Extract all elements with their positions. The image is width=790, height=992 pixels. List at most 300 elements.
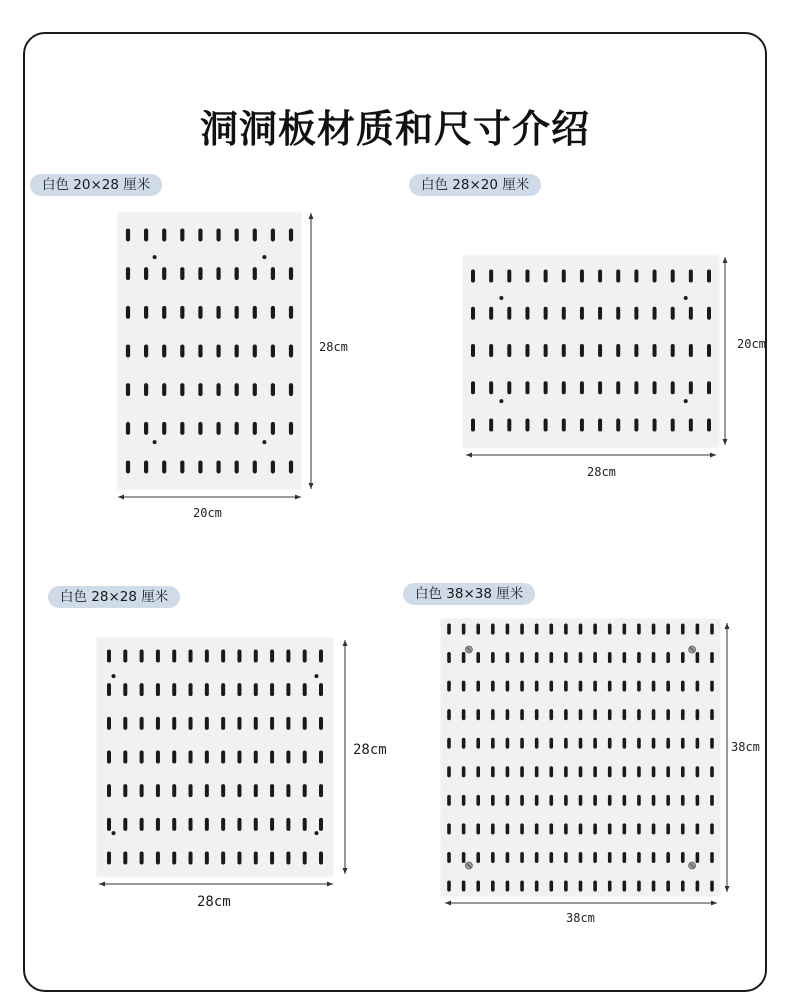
slot-hole xyxy=(140,683,144,696)
slot-hole xyxy=(237,650,241,663)
slot-hole xyxy=(507,270,511,283)
slot-hole xyxy=(447,823,451,834)
size-label-38x38: 白色 38×38 厘米 xyxy=(403,583,535,605)
slot-hole xyxy=(666,823,670,834)
slot-hole xyxy=(671,270,675,283)
slot-hole xyxy=(180,306,184,319)
slot-hole xyxy=(666,738,670,749)
mounting-hole xyxy=(684,296,688,300)
slot-hole xyxy=(270,751,274,764)
slot-hole xyxy=(608,681,612,692)
slot-hole xyxy=(652,852,656,863)
slot-hole xyxy=(696,852,700,863)
slot-hole xyxy=(237,717,241,730)
slot-hole xyxy=(123,784,127,797)
slot-hole xyxy=(254,717,258,730)
slot-hole xyxy=(107,683,111,696)
slot-hole xyxy=(579,881,583,892)
slot-hole xyxy=(579,852,583,863)
slot-hole xyxy=(123,717,127,730)
slot-hole xyxy=(564,709,568,720)
slot-hole xyxy=(580,307,584,320)
slot-hole xyxy=(652,709,656,720)
slot-hole xyxy=(491,709,495,720)
slot-hole xyxy=(162,422,166,435)
slot-hole xyxy=(681,852,685,863)
slot-hole xyxy=(535,652,539,663)
slot-hole xyxy=(637,823,641,834)
slot-hole xyxy=(666,852,670,863)
slot-hole xyxy=(544,307,548,320)
slot-hole xyxy=(216,306,220,319)
slot-hole xyxy=(156,650,160,663)
slot-hole xyxy=(710,766,714,777)
slot-hole xyxy=(666,766,670,777)
mounting-hole xyxy=(499,399,503,403)
slot-hole xyxy=(126,267,130,280)
slot-hole xyxy=(580,419,584,432)
pegboard-38x38 xyxy=(441,619,720,896)
slot-hole xyxy=(237,852,241,865)
slot-hole xyxy=(525,419,529,432)
slot-hole xyxy=(180,229,184,242)
slot-hole xyxy=(198,461,202,474)
slot-hole xyxy=(623,795,627,806)
slot-hole xyxy=(623,681,627,692)
slot-hole xyxy=(156,717,160,730)
slot-hole xyxy=(447,795,451,806)
pegboard-28x20 xyxy=(463,256,719,447)
slot-hole xyxy=(303,650,307,663)
slot-hole xyxy=(666,624,670,635)
slot-hole xyxy=(216,383,220,396)
slot-hole xyxy=(616,270,620,283)
slot-hole xyxy=(162,383,166,396)
slot-hole xyxy=(507,344,511,357)
slot-hole xyxy=(623,624,627,635)
slot-hole xyxy=(303,784,307,797)
slot-hole xyxy=(156,852,160,865)
slot-hole xyxy=(254,852,258,865)
slot-hole xyxy=(198,422,202,435)
slot-hole xyxy=(696,681,700,692)
slot-hole xyxy=(462,852,466,863)
slot-hole xyxy=(549,681,553,692)
slot-hole xyxy=(634,381,638,394)
slot-hole xyxy=(462,709,466,720)
slot-hole xyxy=(447,766,451,777)
slot-hole xyxy=(319,818,323,831)
slot-hole xyxy=(696,881,700,892)
slot-hole xyxy=(189,751,193,764)
slot-hole xyxy=(689,419,693,432)
slot-grid xyxy=(118,213,301,489)
slot-hole xyxy=(462,795,466,806)
slot-hole xyxy=(652,738,656,749)
slot-hole xyxy=(652,795,656,806)
slot-hole xyxy=(172,852,176,865)
slot-hole xyxy=(491,881,495,892)
slot-hole xyxy=(319,751,323,764)
slot-hole xyxy=(270,683,274,696)
slot-hole xyxy=(289,267,293,280)
slot-hole xyxy=(598,270,602,283)
slot-hole xyxy=(254,818,258,831)
slot-hole xyxy=(637,681,641,692)
slot-hole xyxy=(253,345,257,358)
slot-hole xyxy=(126,345,130,358)
slot-hole xyxy=(707,270,711,283)
slot-hole xyxy=(271,345,275,358)
slot-hole xyxy=(489,270,493,283)
slot-hole xyxy=(476,823,480,834)
mounting-hole xyxy=(499,296,503,300)
slot-hole xyxy=(616,381,620,394)
slot-hole xyxy=(593,766,597,777)
height-label: 38cm xyxy=(731,740,760,754)
slot-hole xyxy=(198,229,202,242)
slot-hole xyxy=(634,270,638,283)
slot-hole xyxy=(476,881,480,892)
slot-hole xyxy=(253,461,257,474)
slot-hole xyxy=(506,795,510,806)
slot-hole xyxy=(506,852,510,863)
slot-hole xyxy=(235,306,239,319)
slot-hole xyxy=(549,852,553,863)
slot-hole xyxy=(608,766,612,777)
width-label: 28cm xyxy=(587,465,616,479)
slot-hole xyxy=(549,795,553,806)
slot-hole xyxy=(189,818,193,831)
slot-hole xyxy=(637,624,641,635)
slot-hole xyxy=(289,461,293,474)
slot-hole xyxy=(271,267,275,280)
slot-hole xyxy=(637,766,641,777)
slot-hole xyxy=(123,751,127,764)
slot-hole xyxy=(681,738,685,749)
slot-hole xyxy=(681,624,685,635)
slot-hole xyxy=(144,422,148,435)
height-label: 20cm xyxy=(737,337,766,351)
slot-hole xyxy=(681,652,685,663)
slot-hole xyxy=(286,683,290,696)
slot-hole xyxy=(221,852,225,865)
slot-hole xyxy=(107,784,111,797)
slot-hole xyxy=(535,738,539,749)
slot-hole xyxy=(205,818,209,831)
slot-hole xyxy=(506,823,510,834)
mounting-hole xyxy=(314,831,318,835)
slot-hole xyxy=(270,818,274,831)
slot-hole xyxy=(156,818,160,831)
slot-hole xyxy=(710,624,714,635)
slot-hole xyxy=(144,461,148,474)
mounting-hole xyxy=(153,255,157,259)
slot-hole xyxy=(271,422,275,435)
slot-hole xyxy=(671,307,675,320)
slot-hole xyxy=(707,419,711,432)
slot-hole xyxy=(696,795,700,806)
slot-hole xyxy=(525,344,529,357)
slot-hole xyxy=(652,766,656,777)
slot-hole xyxy=(172,784,176,797)
slot-hole xyxy=(598,419,602,432)
slot-hole xyxy=(707,344,711,357)
slot-hole xyxy=(507,419,511,432)
pegboard-20x28 xyxy=(118,213,301,489)
slot-hole xyxy=(491,823,495,834)
slot-hole xyxy=(471,270,475,283)
slot-hole xyxy=(254,751,258,764)
slot-hole xyxy=(593,881,597,892)
slot-hole xyxy=(564,881,568,892)
slot-hole xyxy=(623,766,627,777)
slot-hole xyxy=(681,766,685,777)
slot-hole xyxy=(707,381,711,394)
slot-hole xyxy=(525,270,529,283)
slot-hole xyxy=(216,267,220,280)
slot-grid xyxy=(441,619,720,896)
slot-hole xyxy=(303,818,307,831)
slot-hole xyxy=(696,624,700,635)
slot-hole xyxy=(593,681,597,692)
slot-hole xyxy=(489,307,493,320)
slot-hole xyxy=(489,419,493,432)
slot-hole xyxy=(156,784,160,797)
slot-hole xyxy=(562,419,566,432)
slot-hole xyxy=(476,795,480,806)
slot-hole xyxy=(172,683,176,696)
slot-hole xyxy=(205,650,209,663)
slot-hole xyxy=(319,650,323,663)
slot-hole xyxy=(653,344,657,357)
slot-hole xyxy=(653,270,657,283)
pegboard-28x28 xyxy=(97,638,333,876)
slot-hole xyxy=(608,652,612,663)
slot-hole xyxy=(623,709,627,720)
slot-hole xyxy=(562,344,566,357)
slot-hole xyxy=(140,717,144,730)
slot-hole xyxy=(520,709,524,720)
slot-hole xyxy=(549,652,553,663)
width-label: 38cm xyxy=(566,911,595,925)
slot-hole xyxy=(235,267,239,280)
slot-hole xyxy=(653,381,657,394)
slot-hole xyxy=(507,307,511,320)
slot-hole xyxy=(254,784,258,797)
slot-hole xyxy=(462,681,466,692)
slot-hole xyxy=(447,709,451,720)
slot-grid xyxy=(463,256,719,447)
slot-hole xyxy=(579,823,583,834)
slot-hole xyxy=(681,681,685,692)
slot-hole xyxy=(476,652,480,663)
slot-hole xyxy=(564,624,568,635)
slot-hole xyxy=(681,709,685,720)
slot-hole xyxy=(270,717,274,730)
slot-hole xyxy=(491,852,495,863)
slot-hole xyxy=(221,751,225,764)
slot-hole xyxy=(491,738,495,749)
slot-hole xyxy=(535,766,539,777)
slot-hole xyxy=(689,307,693,320)
slot-hole xyxy=(535,823,539,834)
slot-grid xyxy=(97,638,333,876)
slot-hole xyxy=(710,823,714,834)
slot-hole xyxy=(286,717,290,730)
slot-hole xyxy=(123,818,127,831)
slot-hole xyxy=(616,344,620,357)
slot-hole xyxy=(634,419,638,432)
mounting-hole xyxy=(153,440,157,444)
screw-icon xyxy=(465,646,472,653)
slot-hole xyxy=(710,709,714,720)
slot-hole xyxy=(579,624,583,635)
slot-hole xyxy=(123,650,127,663)
mounting-hole xyxy=(112,674,116,678)
slot-hole xyxy=(126,229,130,242)
slot-hole xyxy=(520,652,524,663)
slot-hole xyxy=(447,738,451,749)
slot-hole xyxy=(506,709,510,720)
slot-hole xyxy=(471,381,475,394)
slot-hole xyxy=(205,717,209,730)
slot-hole xyxy=(544,381,548,394)
slot-hole xyxy=(107,717,111,730)
slot-hole xyxy=(172,650,176,663)
slot-hole xyxy=(271,461,275,474)
page-title: 洞洞板材质和尺寸介绍 xyxy=(199,107,590,151)
slot-hole xyxy=(579,795,583,806)
slot-hole xyxy=(689,381,693,394)
slot-hole xyxy=(162,229,166,242)
slot-hole xyxy=(237,683,241,696)
slot-hole xyxy=(180,461,184,474)
slot-hole xyxy=(221,650,225,663)
slot-hole xyxy=(535,709,539,720)
slot-hole xyxy=(681,823,685,834)
slot-hole xyxy=(235,422,239,435)
slot-hole xyxy=(525,381,529,394)
slot-hole xyxy=(303,751,307,764)
slot-hole xyxy=(652,823,656,834)
slot-hole xyxy=(562,381,566,394)
width-label: 28cm xyxy=(197,894,231,910)
slot-hole xyxy=(671,344,675,357)
slot-hole xyxy=(598,381,602,394)
mounting-hole xyxy=(684,399,688,403)
slot-hole xyxy=(126,422,130,435)
slot-hole xyxy=(107,818,111,831)
slot-hole xyxy=(447,681,451,692)
slot-hole xyxy=(520,795,524,806)
slot-hole xyxy=(476,709,480,720)
slot-hole xyxy=(696,709,700,720)
mounting-hole xyxy=(112,831,116,835)
slot-hole xyxy=(189,717,193,730)
slot-hole xyxy=(623,881,627,892)
screw-icon xyxy=(689,862,696,869)
slot-hole xyxy=(520,823,524,834)
slot-hole xyxy=(172,751,176,764)
slot-hole xyxy=(681,795,685,806)
slot-hole xyxy=(623,823,627,834)
screw-icon xyxy=(465,862,472,869)
slot-hole xyxy=(580,344,584,357)
slot-hole xyxy=(525,307,529,320)
slot-hole xyxy=(491,681,495,692)
screw-icon xyxy=(689,646,696,653)
slot-hole xyxy=(616,307,620,320)
slot-hole xyxy=(689,344,693,357)
slot-hole xyxy=(253,229,257,242)
slot-hole xyxy=(564,795,568,806)
slot-hole xyxy=(289,229,293,242)
slot-hole xyxy=(562,307,566,320)
slot-hole xyxy=(237,818,241,831)
slot-hole xyxy=(710,852,714,863)
slot-hole xyxy=(608,881,612,892)
slot-hole xyxy=(707,307,711,320)
slot-hole xyxy=(634,344,638,357)
slot-hole xyxy=(253,306,257,319)
width-label: 20cm xyxy=(193,506,222,520)
slot-hole xyxy=(216,345,220,358)
slot-hole xyxy=(140,650,144,663)
slot-hole xyxy=(140,852,144,865)
size-label-20x28: 白色 20×28 厘米 xyxy=(30,174,162,196)
slot-hole xyxy=(286,751,290,764)
slot-hole xyxy=(162,306,166,319)
slot-hole xyxy=(593,709,597,720)
slot-hole xyxy=(198,306,202,319)
slot-hole xyxy=(198,345,202,358)
slot-hole xyxy=(579,709,583,720)
slot-hole xyxy=(126,306,130,319)
slot-hole xyxy=(126,461,130,474)
slot-hole xyxy=(652,881,656,892)
slot-hole xyxy=(564,823,568,834)
slot-hole xyxy=(535,795,539,806)
slot-hole xyxy=(270,784,274,797)
slot-hole xyxy=(489,381,493,394)
slot-hole xyxy=(289,306,293,319)
slot-hole xyxy=(666,709,670,720)
slot-hole xyxy=(652,681,656,692)
slot-hole xyxy=(289,383,293,396)
slot-hole xyxy=(303,717,307,730)
slot-hole xyxy=(205,683,209,696)
slot-hole xyxy=(608,852,612,863)
slot-hole xyxy=(180,267,184,280)
slot-hole xyxy=(172,717,176,730)
slot-hole xyxy=(476,852,480,863)
slot-hole xyxy=(544,270,548,283)
slot-hole xyxy=(564,652,568,663)
slot-hole xyxy=(549,881,553,892)
slot-hole xyxy=(681,881,685,892)
slot-hole xyxy=(564,738,568,749)
slot-hole xyxy=(198,267,202,280)
slot-hole xyxy=(535,681,539,692)
slot-hole xyxy=(593,738,597,749)
slot-hole xyxy=(696,738,700,749)
slot-hole xyxy=(535,624,539,635)
slot-hole xyxy=(271,229,275,242)
slot-hole xyxy=(462,881,466,892)
slot-hole xyxy=(216,422,220,435)
slot-hole xyxy=(476,766,480,777)
